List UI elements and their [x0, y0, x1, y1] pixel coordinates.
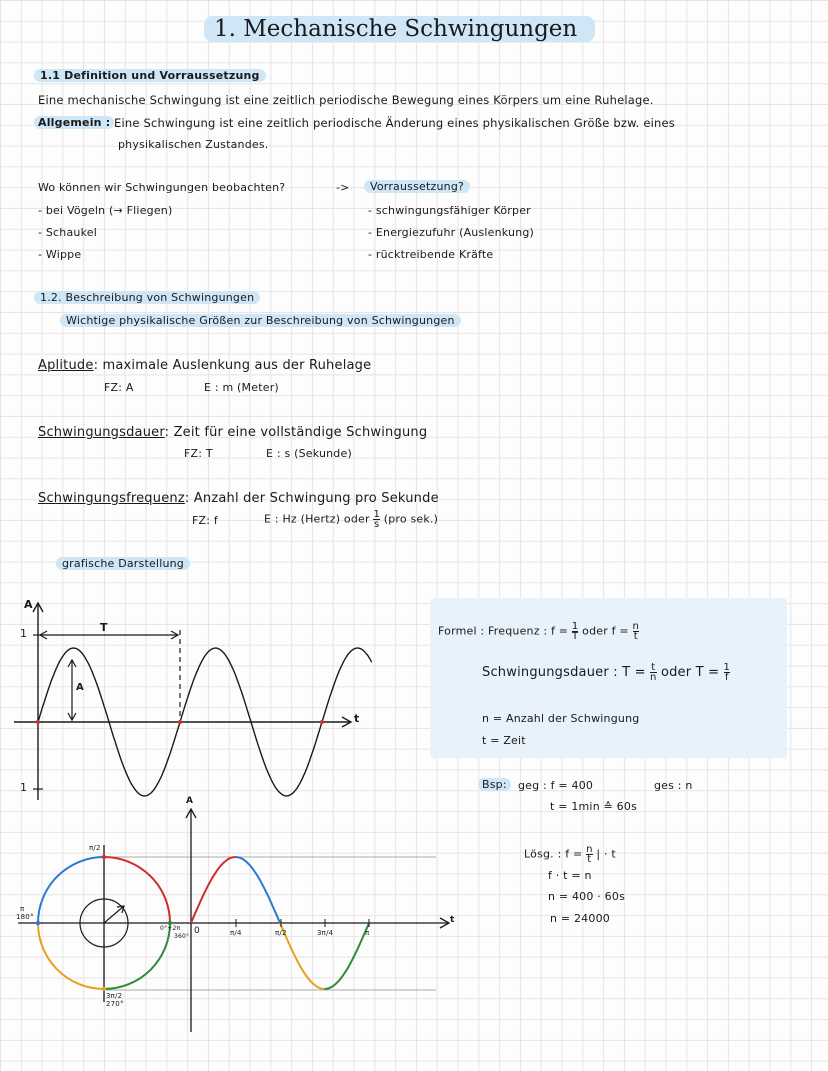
frequency-text: : Anzahl der Schwingung pro Sekunde	[184, 491, 439, 506]
amplitude-label: A	[76, 682, 84, 693]
sine-segment-q1	[191, 857, 236, 923]
period-text: : Zeit für eine vollständige Schwingung	[164, 425, 428, 440]
period-fraction-2	[724, 663, 731, 682]
section-1-1-heading: 1.1 Definition und Vorraussetzung	[34, 69, 266, 82]
fraction-numerator: 1	[723, 662, 731, 673]
example-given-f: geg : f = 400	[518, 779, 594, 792]
circle-label-bottom-deg: 270°	[106, 1000, 124, 1008]
amplitude-symbol: FZ: A	[104, 381, 134, 394]
requirement-item: - schwingungsfähiger Körper	[368, 204, 531, 217]
graphic-heading: grafische Darstellung	[56, 557, 190, 570]
solution-step-2: f · t = n	[548, 869, 592, 882]
fraction-denominator: t	[587, 854, 592, 865]
circle-axis-x-label: t	[450, 915, 455, 925]
x-tick-label: π/2	[275, 929, 287, 937]
circle-label-top: π/2	[89, 844, 101, 852]
arrow-symbol: ->	[336, 181, 350, 194]
example-item: - Schaukel	[38, 226, 97, 239]
circle-label-bottom: 3π/2	[106, 992, 123, 1000]
period-label: T	[100, 621, 108, 634]
solution-label: Lösg. :	[524, 847, 562, 861]
fraction-numerator: n	[586, 844, 593, 855]
solution-step-4: n = 24000	[550, 912, 610, 925]
solution-step-3: n = 400 · 60s	[548, 890, 625, 903]
sine-tick-top-label: 1	[20, 627, 28, 640]
fraction-denominator: f	[724, 672, 729, 683]
amplitude-unit: E : m (Meter)	[204, 381, 279, 394]
sine-axis-y-label: A	[24, 598, 33, 611]
arc-quadrant-4	[104, 923, 170, 989]
frequency-term: Schwingungsfrequenz	[38, 491, 185, 506]
fraction-numerator: n	[632, 621, 640, 632]
frequency-prefix: Frequenz : f =	[488, 624, 569, 638]
fraction-denominator: t	[633, 631, 638, 642]
sine-segment-q2	[236, 857, 281, 923]
requirement-item: - rücktreibende Kräfte	[368, 248, 494, 261]
page-title: 1. Mechanische Schwingungen	[204, 16, 595, 42]
frequency-fraction-2	[633, 622, 640, 641]
example-label: Bsp:	[478, 778, 511, 791]
fraction-numerator: t	[651, 662, 656, 673]
amplitude-term: Aplitude	[38, 358, 94, 373]
radius-arrow	[104, 906, 124, 923]
sine-axis-x-label: t	[354, 712, 360, 725]
circle-axis-y-label: A	[186, 796, 194, 806]
fraction-denominator: n	[650, 672, 657, 683]
step1-prefix: f =	[565, 847, 583, 861]
section-1-2-heading: 1.2. Beschreibung von Schwingungen	[34, 291, 260, 304]
frequency-unit-suffix: (pro sek.)	[383, 512, 439, 526]
arc-quadrant-1	[104, 857, 170, 923]
circle-label-right-deg: 360°	[174, 933, 190, 940]
example-given-t: t = 1min ≙ 60s	[550, 800, 638, 813]
point-marker	[102, 855, 106, 859]
fraction-denominator: s	[374, 519, 380, 530]
example-sought: ges : n	[654, 779, 693, 792]
point-marker	[102, 987, 106, 991]
solution-step-1	[524, 845, 616, 864]
arc-quadrant-3	[38, 923, 104, 989]
period-prefix: Schwingungsdauer : T =	[482, 665, 646, 680]
observe-question: Wo können wir Schwingungen beobachten?	[38, 181, 286, 194]
point-marker	[36, 921, 40, 925]
period-or: oder T =	[660, 665, 720, 680]
fraction-numerator: 1	[571, 621, 579, 632]
period-fraction-1	[650, 663, 657, 682]
period-symbol: FZ: T	[184, 447, 213, 460]
requirement-heading: Vorraussetzung?	[364, 180, 470, 193]
x-tick-label: π/4	[230, 929, 242, 937]
general-text-1: Eine Schwingung ist eine zeitlich periodische Änderung eines physikalischen Größe bzw. eines	[114, 116, 675, 130]
x-tick-label: π	[365, 929, 370, 937]
definition-text: Eine mechanische Schwingung ist eine zeitlich periodische Bewegung eines Körpers um eine Ruhelage.	[38, 93, 654, 107]
formula-label: Formel :	[438, 624, 485, 638]
circle-label-origin: 0	[194, 926, 200, 936]
step1-fraction	[586, 845, 593, 864]
fraction-numerator: 1	[373, 509, 380, 520]
step1-suffix: | · t	[596, 847, 616, 861]
period-term: Schwingungsdauer	[38, 425, 165, 440]
general-label: Allgemein :	[34, 116, 114, 129]
circle-label-right: 0°+2π	[160, 925, 181, 932]
arc-quadrant-2	[38, 857, 104, 923]
requirement-item: - Energiezufuhr (Auslenkung)	[368, 226, 535, 239]
legend-n: n = Anzahl der Schwingung	[482, 712, 640, 725]
formula-frequency	[438, 622, 639, 641]
example-item: - Wippe	[38, 248, 82, 261]
circle-label-left: π	[20, 905, 25, 913]
frequency-unit-prefix: E : Hz (Hertz) oder	[264, 512, 370, 526]
formula-period	[482, 663, 730, 682]
period-unit: E : s (Sekunde)	[266, 447, 352, 460]
example-item: - bei Vögeln (→ Fliegen)	[38, 204, 173, 217]
x-tick-label: 3π/4	[317, 929, 334, 937]
frequency-or: oder f =	[582, 624, 629, 638]
general-text-2: physikalischen Zustandes.	[118, 138, 269, 151]
frequency-fraction-1	[572, 622, 579, 641]
section-1-2-subheading: Wichtige physikalische Größen zur Beschreibung von Schwingungen	[60, 314, 461, 327]
fraction-denominator: T	[572, 631, 579, 642]
circle-label-left-deg: 180°	[16, 913, 34, 921]
frequency-symbol: FZ: f	[192, 514, 218, 527]
sine-tick-bottom-label: 1	[20, 781, 28, 794]
amplitude-text: : maximale Auslenkung aus der Ruhelage	[93, 358, 372, 373]
legend-t: t = Zeit	[482, 734, 526, 747]
